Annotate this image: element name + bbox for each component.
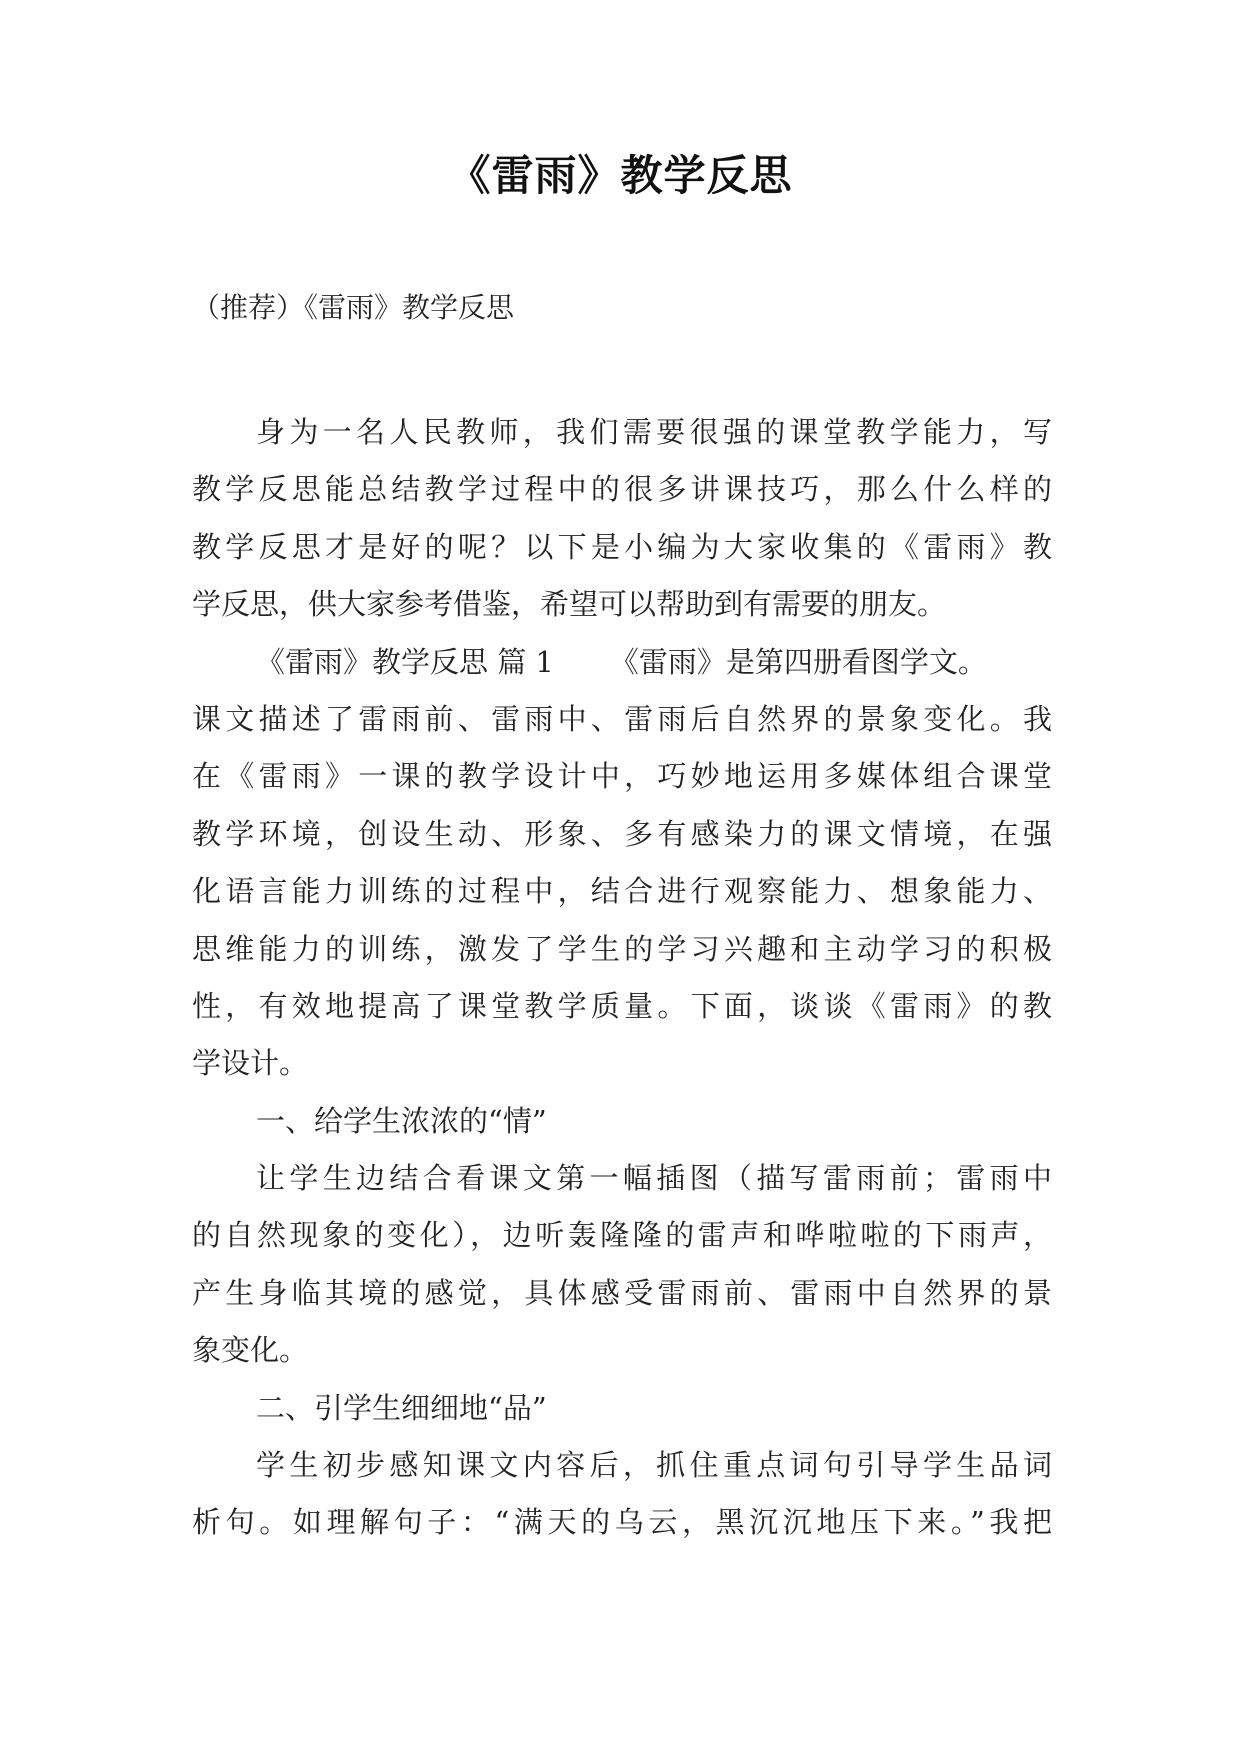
paragraph-line: 课文描述了雷雨前、雷雨中、雷雨后自然界的景象变化。我 (192, 701, 1052, 736)
paragraph-line: 产生身临其境的感觉，具体感受雷雨前、雷雨中自然界的景 (192, 1275, 1052, 1310)
paragraph-line: 教学反思才是好的呢？以下是小编为大家收集的《雷雨》教 (192, 529, 1052, 564)
document-title: 《雷雨》教学反思 (448, 151, 793, 200)
paragraph-line: 教学环境，创设生动、形象、多有感染力的课文情境，在强 (192, 816, 1052, 851)
section-heading: 《雷雨》教学反思 篇 1 (256, 644, 554, 679)
paragraph-line: 学设计。 (192, 1046, 309, 1081)
paragraph-line: 象变化。 (192, 1333, 309, 1368)
subheading-line: 一、给学生浓浓的“情” (256, 1103, 547, 1138)
paragraph-line: 在《雷雨》一课的教学设计中，巧妙地运用多媒体组合课堂 (192, 759, 1052, 794)
paragraph-line: 析句。如理解句子：“满天的乌云，黑沉沉地压下来。”我把 (192, 1505, 1052, 1540)
paragraph-line: 化语言能力训练的过程中，结合进行观察能力、想象能力、 (192, 874, 1052, 909)
section-heading-line (192, 634, 1052, 691)
paragraph-line: 思维能力的训练，激发了学生的学习兴趣和主动学习的积极 (192, 931, 1052, 966)
paragraph-line: 让学生边结合看课文第一幅插图（描写雷雨前；雷雨中 (256, 1161, 1052, 1196)
paragraph-line: 性，有效地提高了课堂教学质量。下面，谈谈《雷雨》的教 (192, 988, 1052, 1023)
paragraph-text: 《雷雨》是第四册看图学文。 (609, 644, 987, 679)
paragraph-line: 教学反思能总结教学过程中的很多讲课技巧，那么什么样的 (192, 472, 1052, 507)
document-body (192, 404, 1052, 1552)
paragraph-line: 学反思，供大家参考借鉴，希望可以帮助到有需要的朋友。 (192, 587, 947, 622)
paragraph-line: 学生初步感知课文内容后，抓住重点词句引导学生品词 (256, 1448, 1052, 1483)
document-subtitle: （推荐）《雷雨》教学反思 (192, 291, 515, 324)
paragraph-line: 的自然现象的变化），边听轰隆隆的雷声和哗啦啦的下雨声， (192, 1218, 1052, 1253)
subheading-line: 二、引学生细细地“品” (256, 1390, 547, 1425)
paragraph-line: 身为一名人民教师，我们需要很强的课堂教学能力，写 (256, 415, 1052, 449)
